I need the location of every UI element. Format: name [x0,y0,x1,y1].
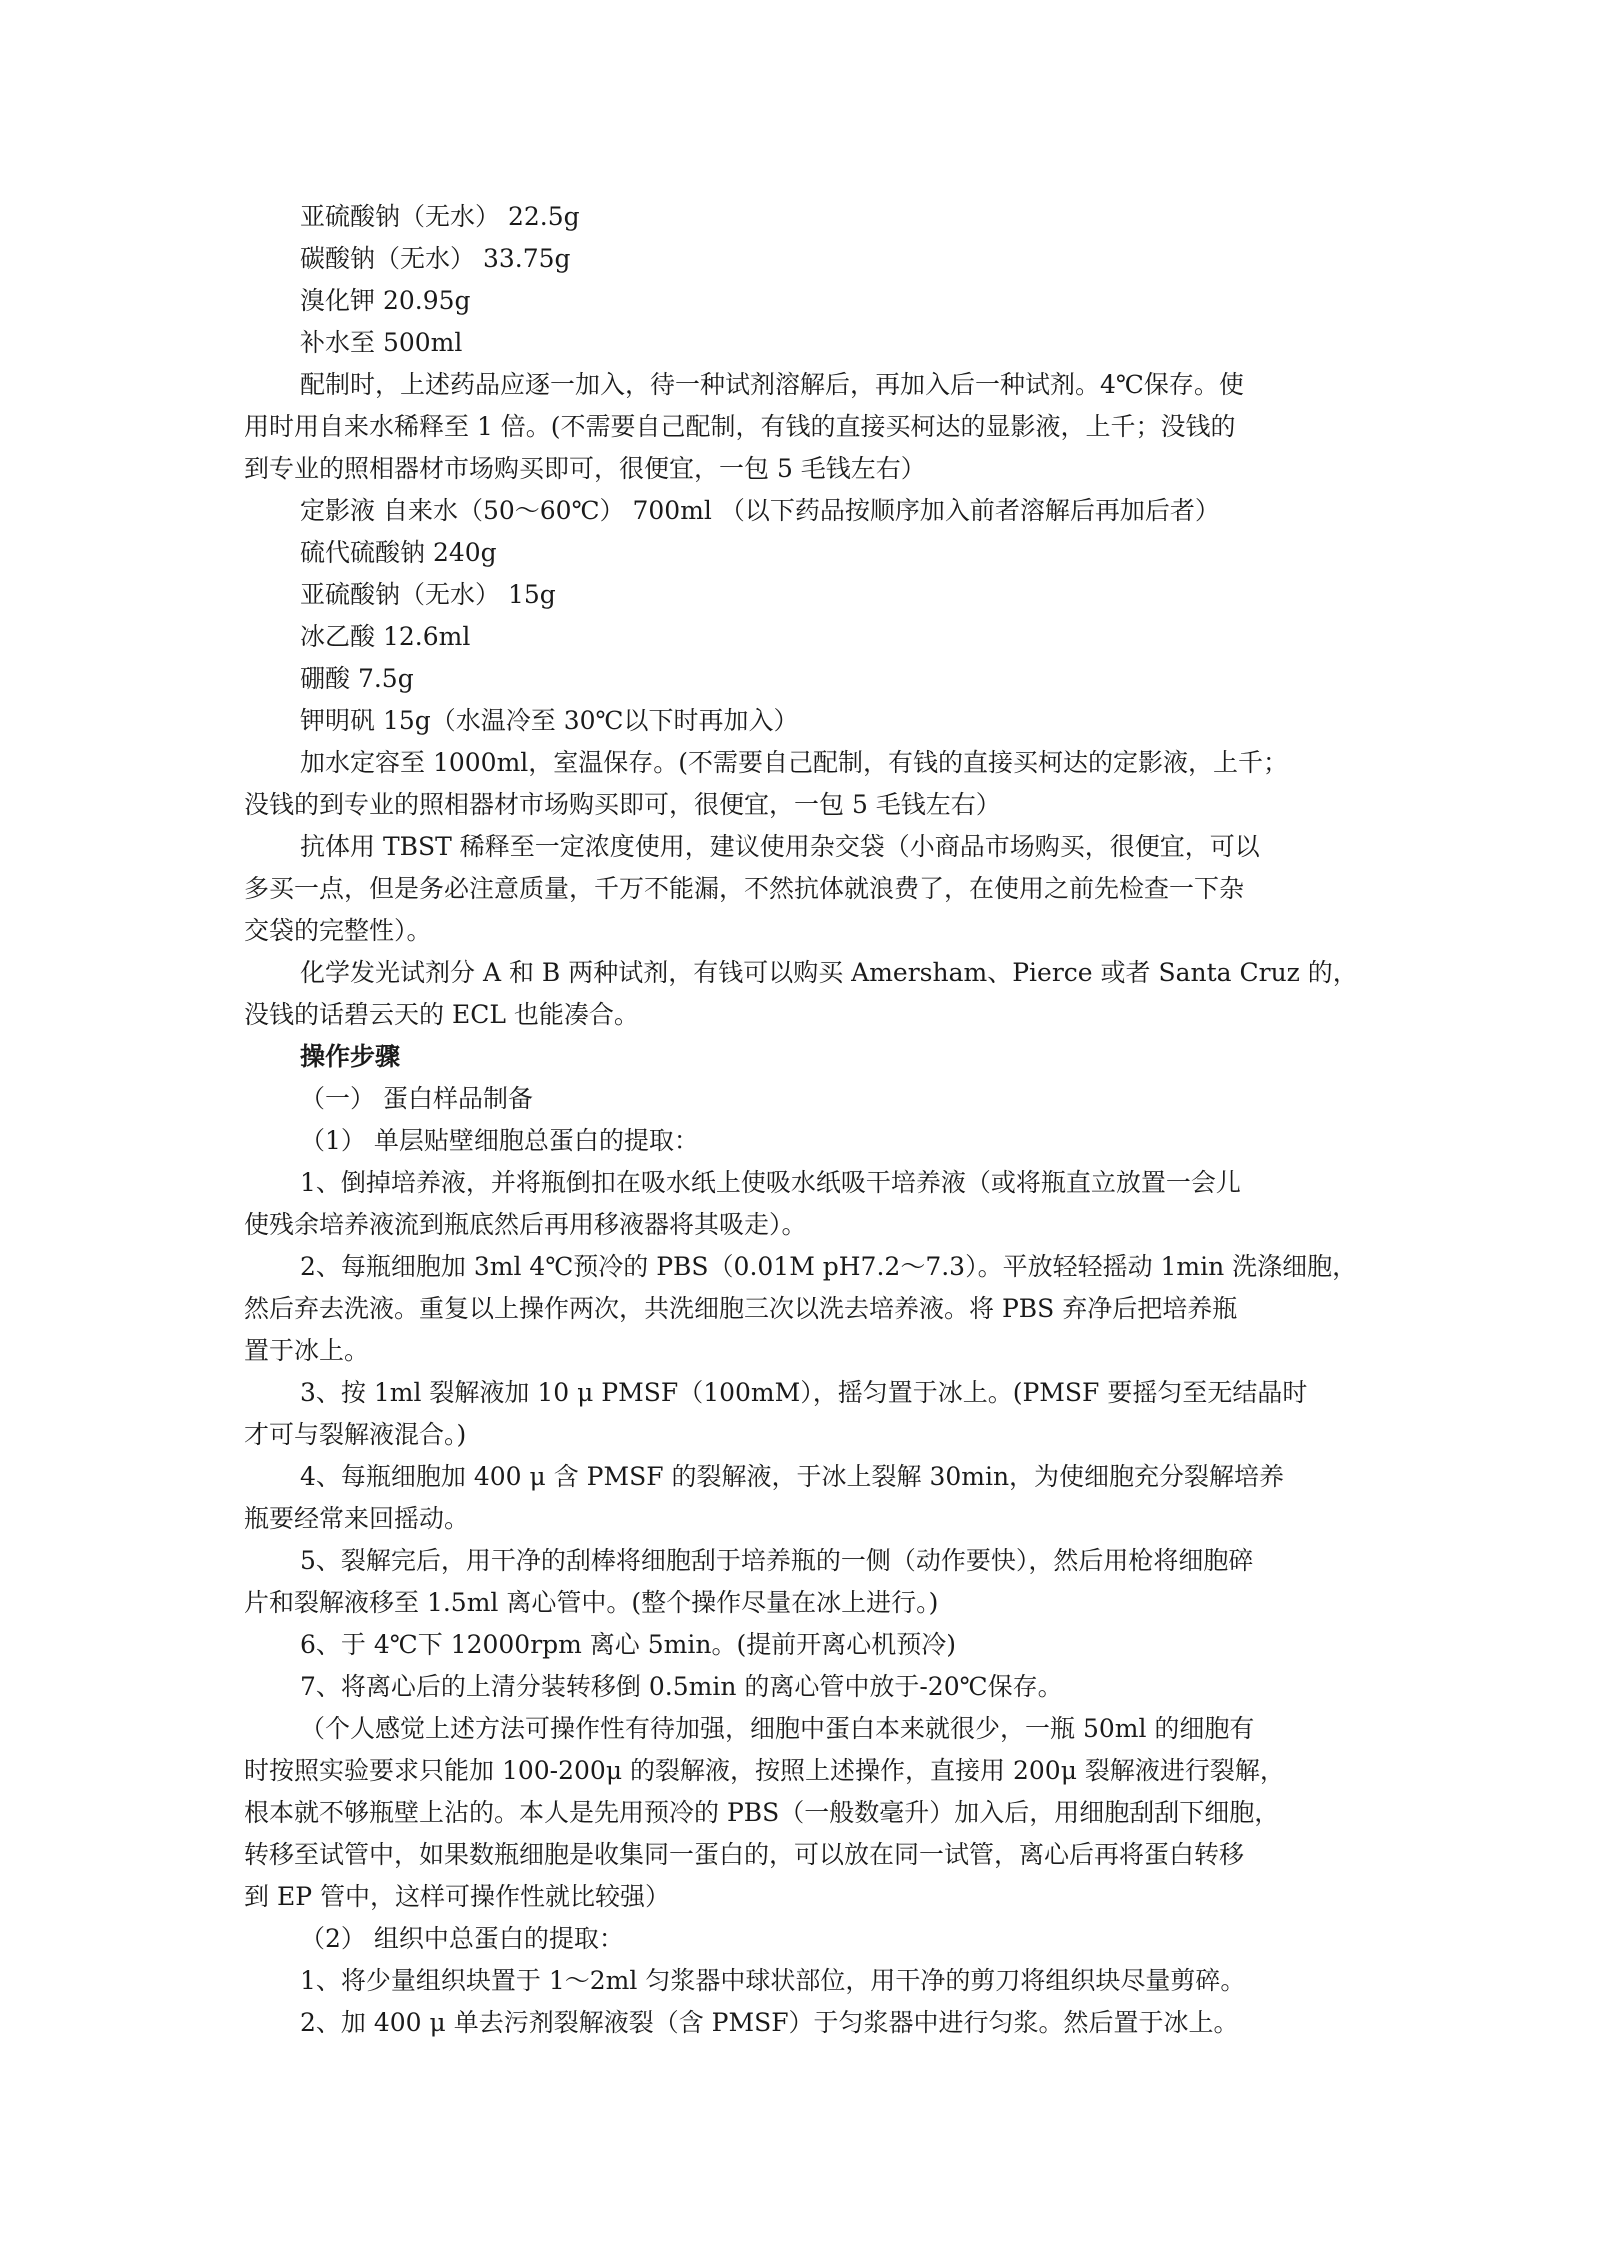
text-line: （个人感觉上述方法可操作性有待加强，细胞中蛋白本来就很少，一瓶 50ml 的细胞有 [300,1714,1255,1743]
text-line: 抗体用 TBST 稀释至一定浓度使用，建议使用杂交袋（小商品市场购买，很便宜，可以 [300,832,1260,861]
text-line: 1、将少量组织块置于 1～2ml 匀浆器中球状部位，用干净的剪刀将组织块尽量剪碎。 [300,1966,1246,1995]
text-line: （1） 单层贴壁细胞总蛋白的提取： [300,1126,699,1155]
text-line: 没钱的话碧云天的 ECL 也能凑合。 [244,1000,639,1029]
text-line: 硼酸 7.5g [300,664,414,693]
text-line: （2） 组织中总蛋白的提取： [300,1924,624,1953]
text-line: 瓶要经常来回摇动。 [244,1504,470,1533]
text-line: 片和裂解液移至 1.5ml 离心管中。(整个操作尽量在冰上进行。) [244,1588,939,1617]
text-line: 3、按 1ml 裂解液加 10 μ PMSF（100mM），摇匀置于冰上。(PMSF 要摇匀至无结晶时 [300,1378,1308,1407]
text-line: 钾明矾 15g（水温冷至 30℃以下时再加入） [300,706,799,735]
text-line: （一） 蛋白样品制备 [300,1084,533,1113]
text-line: 硫代硫酸钠 240g [300,538,497,567]
text-line: 1、倒掉培养液，并将瓶倒扣在吸水纸上使吸水纸吸干培养液（或将瓶直立放置一会儿 [300,1168,1241,1197]
text-line: 定影液 自来水（50～60℃） 700ml （以下药品按顺序加入前者溶解后再加后者） [300,496,1220,525]
text-line: 到 EP 管中，这样可操作性就比较强） [244,1882,670,1911]
text-line: 化学发光试剂分 A 和 B 两种试剂，有钱可以购买 Amersham、Pierce 或者 Santa Cruz 的， [300,958,1358,987]
text-line: 使残余培养液流到瓶底然后再用移液器将其吸走）。 [244,1210,807,1239]
text-line: 6、于 4℃下 12000rpm 离心 5min。(提前开离心机预冷) [300,1630,956,1659]
text-line: 4、每瓶细胞加 400 μ 含 PMSF 的裂解液，于冰上裂解 30min，为使细胞充分裂解培养 [300,1462,1285,1491]
document-body [244,196,1364,2044]
text-line: 亚硫酸钠（无水） 22.5g [300,202,580,231]
text-line: 2、每瓶细胞加 3ml 4℃预冷的 PBS（0.01M pH7.2～7.3）。平放轻轻摇动 1min 洗涤细胞， [300,1252,1358,1281]
text-line: 置于冰上。 [244,1336,370,1365]
text-line: 交袋的完整性）。 [244,916,432,945]
text-line: 碳酸钠（无水） 33.75g [300,244,571,273]
text-line: 时按照实验要求只能加 100-200μ 的裂解液，按照上述操作，直接用 200μ 裂解液进行裂解， [244,1756,1285,1785]
text-line: 7、将离心后的上清分装转移倒 0.5min 的离心管中放于-20℃保存。 [300,1672,1063,1701]
text-line: 然后弃去洗液。重复以上操作两次，共洗细胞三次以洗去培养液。将 PBS 弃净后把培养瓶 [244,1294,1238,1323]
text-line: 转移至试管中，如果数瓶细胞是收集同一蛋白的，可以放在同一试管，离心后再将蛋白转移 [244,1840,1245,1869]
text-line: 亚硫酸钠（无水） 15g [300,580,556,609]
text-line: 到专业的照相器材市场购买即可，很便宜，一包 5 毛钱左右） [244,454,926,483]
text-line: 多买一点，但是务必注意质量，千万不能漏，不然抗体就浪费了，在使用之前先检查一下杂 [244,874,1245,903]
text-line: 加水定容至 1000ml，室温保存。(不需要自己配制，有钱的直接买柯达的定影液，上千； [300,748,1289,777]
text-line: 用时用自来水稀释至 1 倍。(不需要自己配制，有钱的直接买柯达的显影液，上千；没钱的 [244,412,1236,441]
text-line: 溴化钾 20.95g [300,286,471,315]
text-line: 2、加 400 μ 单去污剂裂解液裂（含 PMSF）于匀浆器中进行匀浆。然后置于冰上。 [300,2008,1239,2037]
text-line: 没钱的到专业的照相器材市场购买即可，很便宜，一包 5 毛钱左右） [244,790,1001,819]
text-line: 配制时，上述药品应逐一加入，待一种试剂溶解后，再加入后一种试剂。4℃保存。使 [300,370,1244,399]
text-line: 才可与裂解液混合。) [244,1420,467,1449]
text-line: 根本就不够瓶壁上沾的。本人是先用预冷的 PBS（一般数毫升）加入后，用细胞刮刮下细胞， [244,1798,1280,1827]
text-line: 5、裂解完后，用干净的刮棒将细胞刮于培养瓶的一侧（动作要快），然后用枪将细胞碎 [300,1546,1254,1575]
text-line: 冰乙酸 12.6ml [300,622,471,651]
text-line: 补水至 500ml [300,328,463,357]
section-heading: 操作步骤 [300,1042,401,1071]
